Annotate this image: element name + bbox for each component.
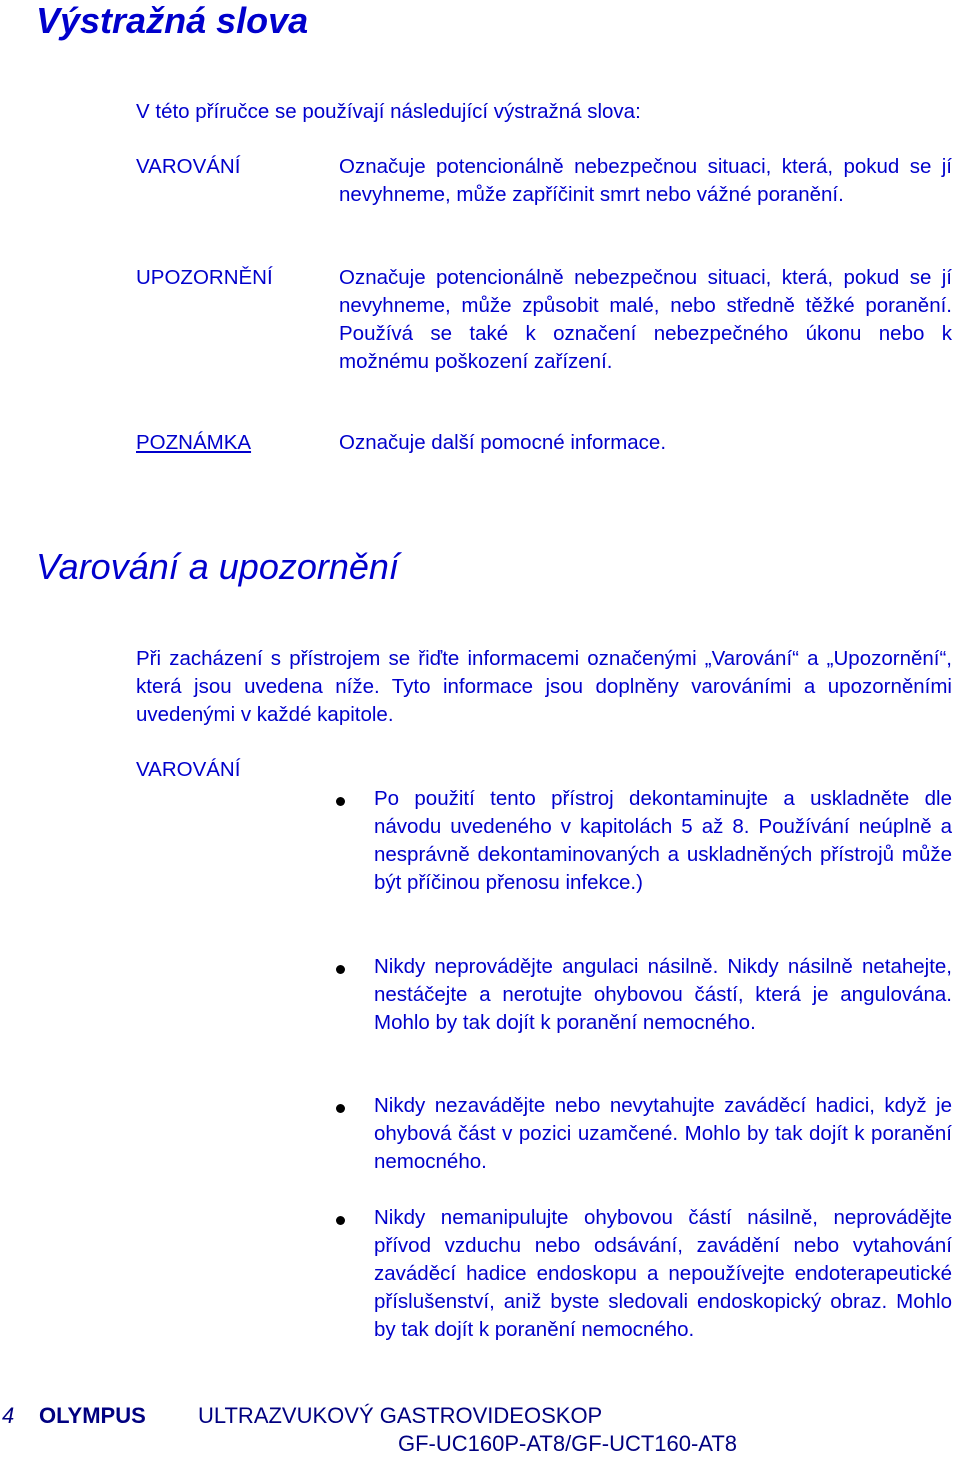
- bullet-item-1: Po použití tento přístroj dekontaminujte a uskladněte dle návodu uvedeného v kapitolách 5 až 8. Používání neúplně a nesprávně dekontaminovaných a uskladněných přístrojů může být příčinou přenosu infekce.): [374, 787, 952, 894]
- term-poznamka: POZNÁMKA: [136, 431, 252, 454]
- definition-upozorneni: Označuje potencionálně nebezpečnou situaci, která, pokud se jí nevyhneme, může způsobit malé, nebo středně těžké poranění. Používá se také k označení nebezpečného úkonu nebo k možnému poškození zařízení.: [339, 266, 952, 373]
- term-varovani: VAROVÁNÍ: [136, 155, 241, 178]
- section-title-warning-words: Výstražná slova: [36, 0, 309, 41]
- definition-varovani: Označuje potencionálně nebezpečnou situaci, která, pokud se jí nevyhneme, může zapříčinit smrt nebo vážné poranění.: [339, 155, 952, 206]
- bullet-item-3: Nikdy nezavádějte nebo nevytahujte zaváděcí hadici, když je ohybová část v pozici uzamčené. Mohlo by tak dojít k poranění nemocného.: [374, 1094, 952, 1173]
- section-title-warnings-and-cautions: Varování a upozornění: [36, 546, 399, 587]
- page-number: 4: [2, 1403, 15, 1428]
- bullet-icon: [336, 965, 345, 974]
- product-name: ULTRAZVUKOVÝ GASTROVIDEOSKOP: [198, 1403, 603, 1428]
- brand-name: OLYMPUS: [39, 1403, 146, 1428]
- warning-label: VAROVÁNÍ: [136, 758, 241, 781]
- section1-intro: V této příručce se používají následující výstražná slova:: [136, 100, 641, 123]
- term-upozorneni: UPOZORNĚNÍ: [136, 266, 273, 289]
- section2-intro: Při zacházení s přístrojem se řiďte informacemi označenými „Varování“ a „Upozornění“, která jsou uvedena níže. Tyto informace jsou doplněny varováními a upozorněními uvedenými v každé kapitole.: [136, 647, 952, 726]
- definition-poznamka: Označuje další pomocné informace.: [339, 431, 667, 454]
- bullet-icon: [336, 797, 345, 806]
- bullet-item-2: Nikdy neprovádějte angulaci násilně. Nikdy násilně netahejte, nestáčejte a nerotujte ohybovou částí, která je angulována. Mohlo by tak dojít k poranění nemocného.: [374, 955, 952, 1034]
- bullet-item-4: Nikdy nemanipulujte ohybovou částí násilně, neprovádějte přívod vzduchu nebo odsávání, zavádění nebo vytahování zaváděcí hadice endoskopu a nepoužívejte endoterapeutické příslušenství, aniž byste sledovali endoskopický obraz. Mohlo by tak dojít k poranění nemocného.: [374, 1206, 952, 1341]
- bullet-icon: [336, 1216, 345, 1225]
- model-number: GF-UC160P-AT8/GF-UCT160-AT8: [398, 1431, 738, 1456]
- bullet-icon: [336, 1104, 345, 1113]
